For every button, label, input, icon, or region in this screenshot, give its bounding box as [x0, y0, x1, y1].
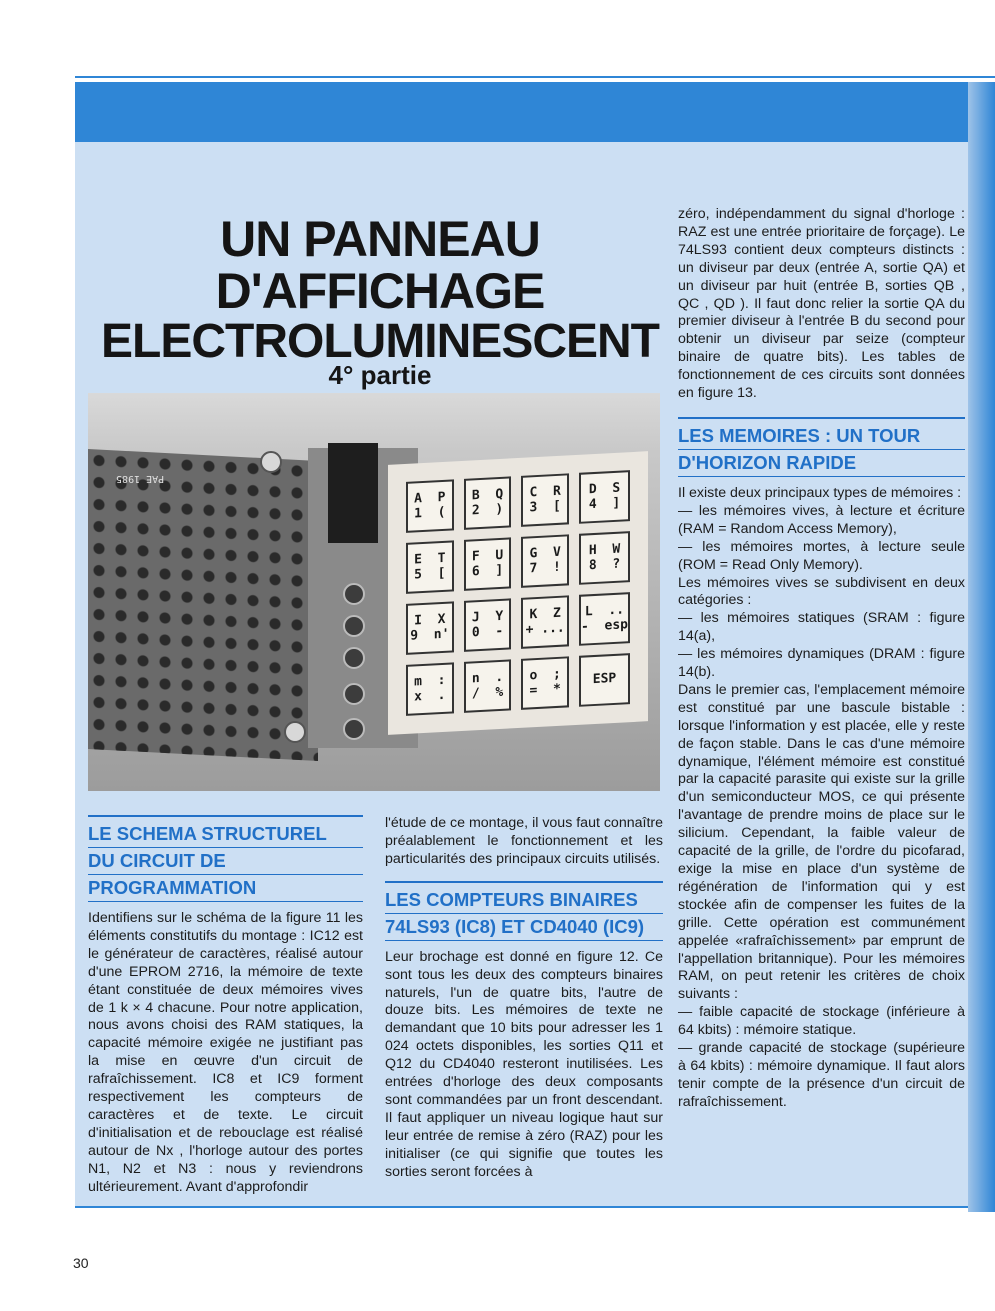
keypad	[388, 451, 648, 735]
section-heading-compteurs: LES COMPTEURS BINAIRES 74LS93 (IC8) ET CD4040 (IC9)	[385, 887, 663, 941]
keypad-key: m : x .	[406, 662, 454, 715]
screw-1	[260, 451, 282, 473]
keypad-key: J Y 0 -	[464, 598, 512, 651]
chip	[328, 443, 378, 543]
body-text-intro: zéro, indépendamment du signal d'horloge : RAZ est une entrée prioritaire de forçage). Le 74LS93 contient deux compteurs distincts : un diviseur par deux (entrée A, sortie QA) et un diviseur par huit (entrée B, sorties QB , QC , QD ). Il faut donc relier la sortie QA du premier diviseur à l'entrée B du second pour obtenir un diviseur par seize (compteur binaire de quatre bits). Les tables de fonctionnement de ces circuits sont données en figure 13.	[678, 206, 965, 402]
keypad-key: L .. - esp	[579, 592, 630, 646]
knob-3	[343, 647, 365, 669]
keypad-key: B Q 2 )	[464, 476, 512, 529]
title-part: 4° partie	[328, 360, 432, 390]
keypad-key: D S 4 ]	[579, 470, 630, 524]
knob-5	[343, 718, 365, 740]
top-rule	[75, 76, 995, 78]
title-line-1: UN PANNEAU	[220, 211, 540, 267]
heading-rule	[88, 815, 363, 817]
right-edge-band	[968, 82, 995, 1212]
keypad-key: A P 1 (	[406, 479, 454, 532]
section-heading-memoires: LES MEMOIRES : UN TOUR D'HORIZON RAPIDE	[678, 423, 965, 477]
keypad-key: K Z + ...	[521, 595, 569, 648]
header-band	[75, 82, 995, 142]
photo-keypad-board	[88, 393, 660, 791]
body-text: Il existe deux principaux types de mémoires : — les mémoires vives, à lecture et écriture (RAM = Random Access Memory), — les mémoires mortes, à lecture seule (ROM = Read Only Memory). Les mémoires vives se subdivisent en deux catégories : — les mémoires statiques (SRAM : figure 14(a), — les mémoires dynamiques (DRAM : figure 14(b). Dans le premier cas, l'emplacement mémoire est constitué par une bascule bistable : lorsque l'information y est placée, elle y reste de façon stable. Dans le cas d'une mémoire dynamique, l'élément mémoire est constitué par la capacité parasite qui existe sur la grille d'un semiconducteur MOS, ce qui présente l'avantage de prendre moins de place sur le silicium. Cependant, la faible valeur de capacité de la grille, de l'ordre du picofarad, exige la mise en place d'un système de régénération de l'information qui y est stockée afin de compenser les fuites de la grille. Cette opération est communément appelée «rafraîchissement» par emprunt de l'appellation britannique). Pour les mémoires RAM, on peut retenir les critères de choix suivants : — faible capacité de stockage (inférieure à 64 kbits) : mémoire statique. — grande capacité de stockage (supérieure à 64 kbits) : mémoire dynamique. Il faut alors tenir compte de la présence d'un circuit de rafraîchissement.	[678, 484, 965, 1110]
page-number: 30	[73, 1255, 89, 1271]
section-heading-schema: LE SCHEMA STRUCTUREL DU CIRCUIT DE PROGRAMMATION	[88, 821, 363, 902]
keypad-key: F U 6 ]	[464, 537, 512, 590]
knob-1	[343, 583, 365, 605]
keypad-key: G V 7 !	[521, 534, 569, 587]
title-line-3: ELECTROLUMINESCENT	[101, 315, 659, 368]
keypad-key: n . / %	[464, 659, 512, 712]
heading-rule	[385, 881, 663, 883]
bottom-rule	[75, 1206, 995, 1208]
column-3	[678, 206, 965, 1112]
pcb-label: PAE 1985	[116, 473, 165, 484]
body-text: Identifiens sur le schéma de la figure 11 les éléments constitutifs du montage : IC12 est le générateur de caractères, réalisé autour d'une EPROM 2716, la mémoire de texte étant constituée de deux mémoires vives de 1 k × 4 chacune. Pour notre application, nous avons choisi des RAM statiques, la capacité mémoire exigée ne justifiant pas la mise en œuvre d'un circuit de rafraîchissement. IC8 et IC9 forment respectivement les compteurs de caractères et de texte. Le circuit d'initialisation et de rebouclage est réalisé autour de Nx , l'horloge autour des portes N1, N2 et N3 : nous y reviendrons ultérieurement. Avant d'approfondir	[88, 910, 363, 1195]
body-text: Leur brochage est donné en figure 12. Ce sont tous les deux des compteurs binaires naturels, l'un de quatre bits, l'autre de douze bits. Les mémoires de texte ne demandant que 10 bits pour adresser les 1 024 octets disponibles, les sorties Q11 et Q12 du CD4040 resteront inutilisées. Les entrées d'horloge des deux composants sont commandées par un front descendant. Il faut appliquer un niveau logique haut sur leur entrée de remise à zéro (RAZ) pour les initialiser (ce qui signifie que toutes les sorties seront forcées à	[385, 948, 663, 1180]
screw-2	[284, 721, 306, 743]
title-line-2: D'AFFICHAGE	[215, 263, 545, 319]
keypad-key: E T 5 [	[406, 540, 454, 593]
column-1	[88, 815, 363, 1197]
keypad-key: ESP	[579, 653, 630, 707]
knob-4	[343, 683, 365, 705]
keypad-key: C R 3 [	[521, 473, 569, 526]
led-board	[88, 449, 318, 761]
heading-rule	[678, 417, 965, 419]
column-2	[385, 815, 663, 1182]
keypad-key: I X 9 n'	[406, 601, 454, 654]
keypad-key: o ; = *	[521, 656, 569, 709]
knob-2	[343, 615, 365, 637]
keypad-key: H W 8 ?	[579, 531, 630, 585]
body-text-intro: l'étude de ce montage, il vous faut connaître préalablement le fonctionnement et les particularités des principaux circuits utilisés.	[385, 815, 663, 867]
